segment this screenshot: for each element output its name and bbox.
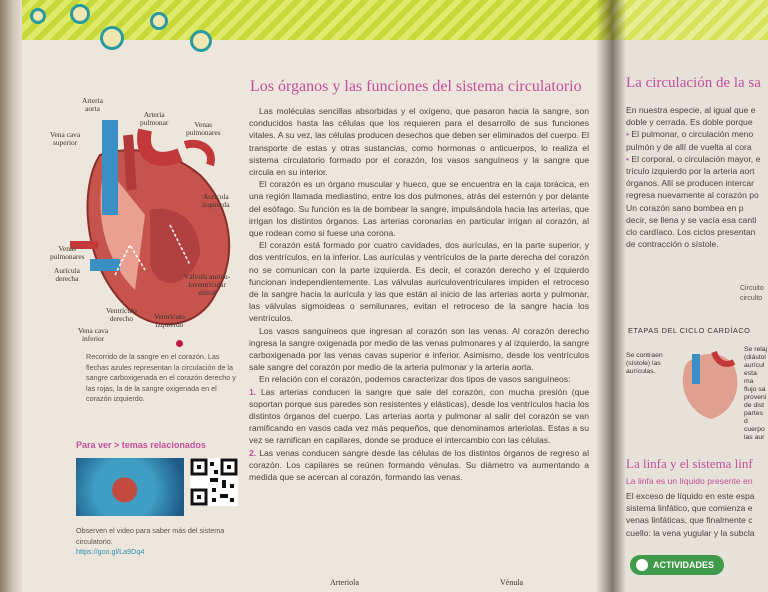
item-number: 1.: [249, 386, 257, 397]
figure-caption: Recorrido de la sangre en el corazón. Las flechas azules representan la circulación de la sangre carboxigenada en el corazón derecho y las rojas, la de la sangre oxigenada en el corazón izquierdo.: [86, 352, 236, 403]
label-valvula-mitral: Válvula aurícu- loventricular mitral: [184, 272, 231, 297]
activities-label: ACTIVIDADES: [653, 560, 715, 570]
top-banner-right: [612, 0, 768, 40]
systole-note: Se contraen (sístole) las aurículas.: [626, 352, 663, 375]
qr-code-icon[interactable]: [190, 458, 238, 506]
text-line: órganos. Allí se producen intercar: [626, 178, 755, 189]
cardiac-cycle-title: ETAPAS DEL CICLO CARDÍACO: [628, 326, 751, 335]
text-line: En nuestra especie, al igual que e: [626, 105, 756, 115]
decorative-dot: [150, 12, 168, 30]
list-item: [249, 447, 589, 484]
item-number: 2.: [249, 447, 257, 458]
paragraph: En relación con el corazón, podemos caracterizar dos tipos de vasos sanguíneos:: [259, 374, 571, 385]
video-link[interactable]: https://goo.gl/La9Dq4: [76, 547, 145, 556]
label-auricula-izquierda: Aurícula izquierda: [202, 192, 230, 209]
paragraph: El corazón está formado por cuatro cavidades, dos aurículas, en la parte superior, y dos ventrículos, en la inferior. Las aurículas y ventrículos de la parte derecha del corazón no se comunican con la parte izquierda. Es decir, el corazón derecho y el izquierdo funcionan independientemente. Las válvulas auriculoventriculares impiden el retroceso de la sangre hacia la aurícula y las que están al inicio de las arterias aorta y pulmonar, las válvulas sigmoideas o semilunares, evitan el retroceso de la sangre hacia los ventrículos.: [249, 240, 589, 324]
video-caption: Observen el video para saber más del sistema circulatorio.: [76, 526, 225, 546]
text-line: pulmón y de allí de vuelta al cora: [626, 141, 752, 152]
label-arteriola: Arteriola: [330, 578, 359, 587]
decorative-dot: [190, 30, 212, 52]
video-thumbnail[interactable]: [76, 458, 184, 516]
decorative-dot: [30, 8, 46, 24]
activities-badge: [630, 555, 724, 575]
text-line: regresa nuevamente al corazón po: [626, 190, 759, 201]
figure-marker-dot: [176, 340, 183, 347]
paragraph: El corazón es un órgano muscular y hueco, que se encuentra en la caja torácica, en una región llamada mediastino, entre los dos pulmones, atrás del esternón y por delante del esófago. Su función es la de bombear la sangre, impulsándola hacia las arterias, que irrigan los distintos órganos. Las arterias coronarias en particular irrigan al corazón, al que rodean como si fuese una corona.: [249, 179, 589, 239]
heart-illustration: [50, 95, 250, 350]
right-page: [612, 0, 768, 592]
label-venas-pulmonares-right: Venas pulmonares: [186, 120, 221, 137]
text-line: clo cardíaco. Los ciclos presentan: [626, 227, 756, 238]
related-topics-title: Para ver > temas relacionados: [76, 440, 206, 450]
lymph-body-text: [626, 490, 768, 539]
label-venula: Vénula: [500, 578, 524, 587]
label-vena-cava-inferior: Vena cava inferior: [78, 326, 109, 343]
text-line: El exceso de líquido en este espa: [626, 491, 755, 501]
item-text: Las venas conducen sangre desde las células de los distintos órganos de regreso al corazón. Los capilares se reúnen formando vénulas. Su diámetro va aumentando a medida que se acercan al corazón, formando las venas.: [249, 447, 589, 483]
paragraph: Las moléculas sencillas absorbidas y el oxígeno, que pasaron hacia la sangre, son conducidos hasta las células que los requieren para el desarrollo de sus funciones vitales. A su vez, las células producen desechos que deben ser eliminados del cuerpo. El transporte de estas y otras sustancias, como hormonas o anticuerpos, lo realiza el sistema circulatorio formado por el corazón, los vasos sanguíneos y la sangre que circula en su interior.: [249, 106, 589, 178]
text-line: • El corporal, o circulación mayor, e: [626, 153, 761, 164]
text-line: cuello: la vena yugular y la subcla: [626, 527, 755, 538]
bullet-marker: •: [626, 153, 630, 164]
section-title: Los órganos y las funciones del sistema circulatorio: [250, 78, 582, 95]
lymph-subtitle: La linfa es un líquido presente en: [626, 476, 753, 486]
list-item: [249, 386, 589, 447]
label-vena-cava-superior: Vena cava superior: [50, 130, 81, 147]
activities-icon: [636, 559, 648, 571]
book-edge: [0, 0, 22, 592]
text-line: • El pulmonar, o circulación meno: [626, 129, 754, 140]
paragraph: Los vasos sanguíneos que ingresan al corazón son las venas. Al corazón derecho ingresa la sangre oxigenada por medio de las venas pulmonares y al izquierdo, la sangre carboxigenada por las venas cavas superior e inferior. Asimismo, desde los ventrículos sale sangre del corazón por medio de la arteria pulmonar y la arteria aorta.: [249, 325, 589, 373]
text-line: decir, se llena y se vacía esa canti: [626, 214, 757, 225]
text-line: trículo izquierdo por la arteria aort: [626, 166, 755, 177]
diastole-note: Se relaj (diástol aurícul esta ma flujo sa proveni de dist partes d cuerpo las aur: [744, 346, 768, 441]
book-gutter-shadow: [596, 0, 626, 592]
label-arteria-pulmonar: Arteria pulmonar: [140, 110, 169, 127]
right-body-text: [626, 104, 768, 250]
circuit-label-line: circulto: [740, 295, 763, 302]
label-auricula-derecha: Aurícula derecha: [54, 266, 80, 283]
circuit-label: [740, 284, 764, 304]
text-line: Un corazón sano bombea en p: [626, 202, 744, 213]
label-venas-pulmonares-left: Venas pulmonares: [50, 244, 85, 261]
text-line: de contracción o sístole.: [626, 239, 719, 250]
text-line: doble y cerrada. Es doble porque: [626, 117, 753, 128]
item-text: Las arterias conducen la sangre que sale del corazón, con mucha presión (que soportan porque sus paredes son resistentes y elásticas), desde los ventrículos hacia los distintos órganos del cuerpo. Las arterias aorta y pulmonar al salir del corazón se van ramificando en vasos cada vez más pequeños, que denominamos arteriolas. Estas a su vez se ramifican en capilares, donde se produce el intercambio con las células.: [249, 386, 589, 446]
label-arteria-aorta: Arteria aorta: [82, 96, 103, 113]
lymph-section-title: La linfa y el sistema linf: [626, 456, 753, 471]
decorative-dot: [70, 4, 90, 24]
main-body-text: [249, 105, 589, 483]
text-line: venas linfáticas, que finalmente c: [626, 515, 753, 526]
text-line: sistema linfático, que comienza e: [626, 503, 753, 514]
mini-heart-diagram: [676, 344, 746, 424]
decorative-dot: [100, 26, 124, 50]
label-ventriculo-derecho: Ventrículo derecho: [106, 306, 137, 323]
bullet-marker: •: [626, 129, 630, 140]
label-ventriculo-izquierdo: Ventrículo izquierdo: [154, 312, 185, 329]
right-section-title: La circulación de la sa: [626, 75, 761, 91]
circuit-label-line: Circuito: [740, 285, 764, 292]
